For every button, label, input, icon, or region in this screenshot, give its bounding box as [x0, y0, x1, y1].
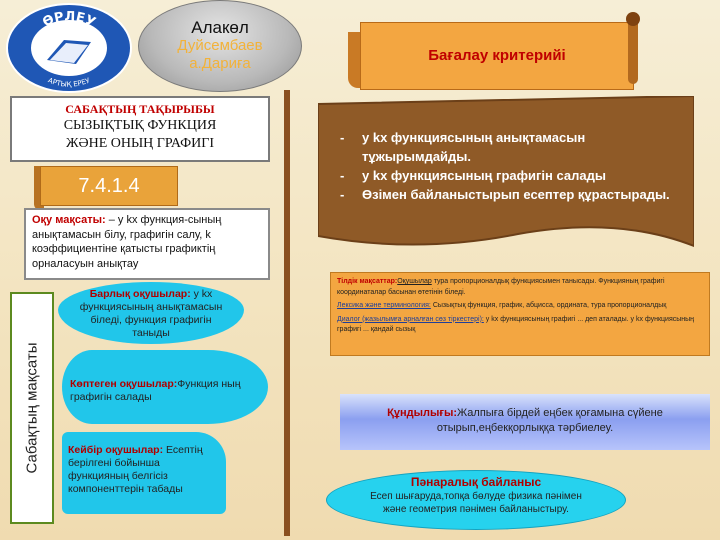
lesson-aims-vertical-text: Сабақтың мақсаты — [23, 342, 41, 474]
column-divider — [284, 90, 290, 536]
group-most-students — [62, 350, 268, 424]
lesson-topic-title-line1: СЫЗЫҚТЫҚ ФУНКЦИЯ — [63, 118, 217, 133]
group-all-students — [58, 282, 244, 344]
group-all-label: Барлық оқушылар: — [89, 288, 191, 300]
interdisciplinary-line1: Есеп шығаруда,топқа бөлуде физика пәнімен — [370, 491, 582, 502]
author-name-line2: а.Дариға — [189, 55, 251, 72]
interdisciplinary-line2: және геометрия пәнімен байланыстыру. — [383, 504, 569, 515]
learning-aim-label: Оқу мақсаты: — [32, 214, 106, 226]
interdisciplinary-title: Пәнаралық байланыс — [410, 475, 542, 489]
interdisciplinary-ellipse — [326, 470, 626, 530]
author-badge — [138, 0, 302, 92]
dialog-text: у kx функциясының графигі ... деп аталады. у kx функциясының графигі ... қандай сызық — [337, 315, 695, 333]
logo-text-bottom: АРТЫҚ ЕРЕУ — [46, 76, 92, 89]
values-text: Жалпыға бірдей еңбек қоғамына сүйене отырып,еңбекқорлыққа тәрбиелеу. — [436, 407, 663, 434]
group-most-label: Көптеген оқушылар: — [70, 378, 178, 390]
scroll-knob — [626, 12, 640, 26]
learning-aim-box — [24, 208, 270, 280]
terms-label: Лексика және терминология: — [337, 302, 431, 309]
language-aims-box — [330, 272, 710, 356]
criteria-scroll-banner — [360, 22, 634, 90]
dialog-label: Диалог (жазылымға арналған сөз тіркестері): — [337, 315, 484, 323]
lesson-aims-vertical-label — [10, 292, 54, 524]
learning-aim-text: – у kx функция-сының анықтамасын білу, графигін салу, k коэффициентіне қатысты графиктің орналасуын анықтау — [32, 214, 222, 270]
criteria-item: - у kx функциясының анықтамасын тұжырымдайды. — [340, 128, 670, 166]
group-some-students — [62, 432, 226, 514]
lesson-topic-box — [10, 96, 270, 162]
group-some-label: Кейбір оқушылар: — [68, 444, 164, 456]
group-most-text: Функция ның графигін салады — [70, 378, 241, 403]
logo-text-top: ӨРЛЕУ — [40, 9, 98, 31]
group-some-text: Есептің берілгені бойынша функцияның белгісіз компоненттерін табады — [68, 444, 203, 495]
terms-text: Сызықтық функция, график, абцисса, ордината, тура пропорционалдық — [430, 302, 667, 309]
curriculum-code: 7.4.1.4 — [40, 166, 178, 206]
criteria-item: - у kx функциясының графигін салады — [340, 166, 670, 185]
values-banner — [340, 394, 710, 450]
values-label: Құндылығы: — [387, 407, 458, 419]
author-place: Алакөл — [191, 18, 249, 37]
language-aims-label: Тілдік мақсаттар: — [337, 278, 398, 285]
criteria-list — [340, 128, 670, 204]
lesson-topic-label: САБАҚТЫҢ ТАҚЫРЫБЫ — [65, 102, 215, 116]
language-aims-line1: тура пропорционалдық функциясымен танысады. Функцияның графигі координаталар басынан өтетінін біледі. — [337, 278, 665, 296]
lesson-topic-title-line2: ЖӘНЕ ОНЫҢ ГРАФИГІ — [65, 136, 215, 151]
author-name-line1: Дуйсембаев — [177, 37, 263, 54]
orleu-logo — [4, 2, 134, 94]
criteria-title: Бағалау критерийі — [428, 47, 566, 64]
group-all-text: у kx функциясының анықтамасын біледі, функция графигін таныды — [79, 288, 223, 339]
language-aims-subject: Оқушылар — [397, 278, 432, 285]
criteria-item: - Өзімен байланыстырып есептер құрастырады. — [340, 185, 670, 204]
